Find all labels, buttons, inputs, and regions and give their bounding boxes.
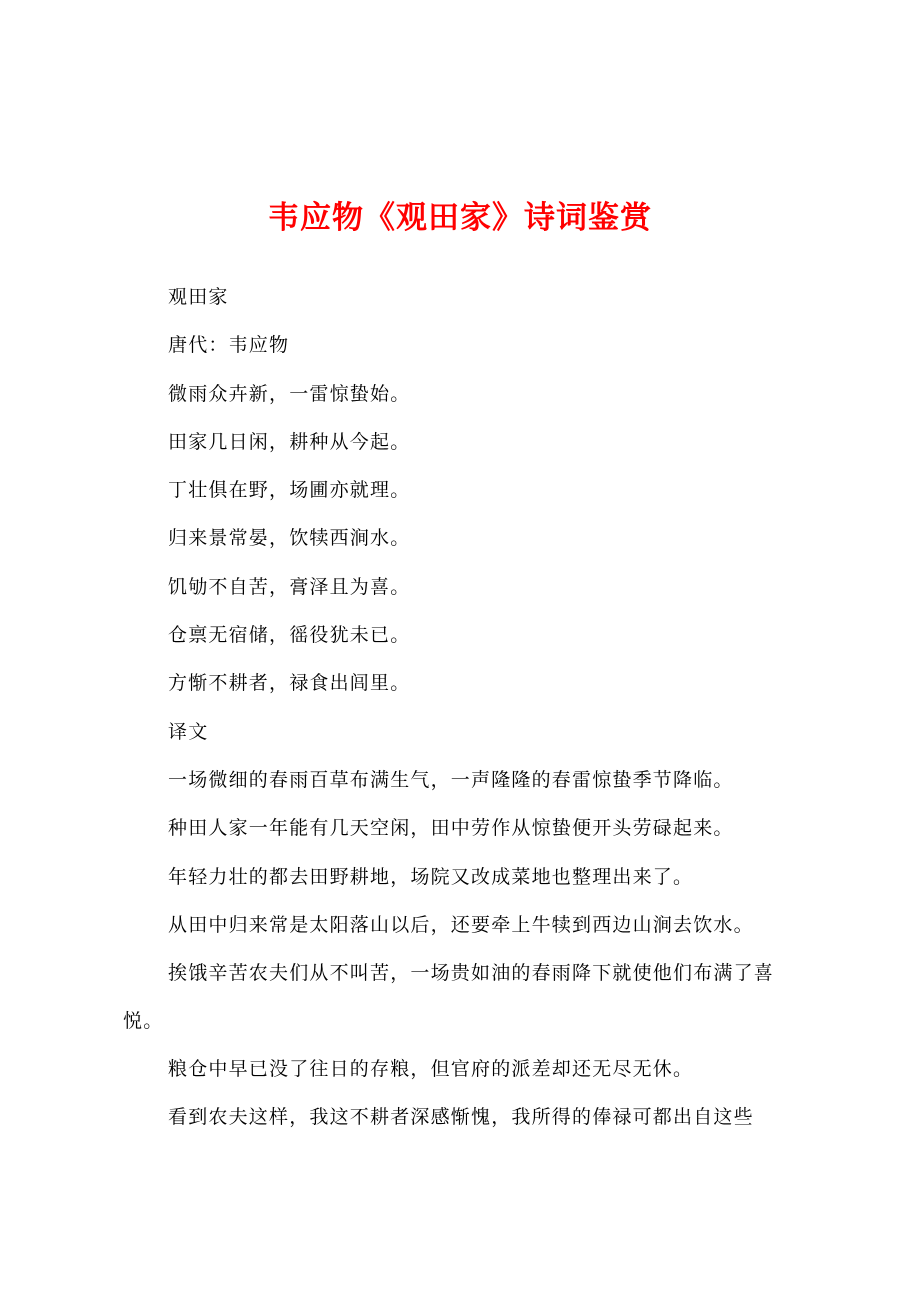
poem-line: 饥劬不自苦，膏泽且为喜。 [168,575,411,598]
translation-paragraph: 从田中归来常是太阳落山以后，还要牵上牛犊到西边山涧去饮水。 [168,913,754,936]
article-body [123,281,798,1150]
poem-line: 仓禀无宿储，徭役犹未已。 [168,624,411,647]
translation-paragraph: 一场微细的春雨百草布满生气，一声隆隆的春雷惊蛰季节降临。 [168,768,734,791]
poem-title: 观田家 [168,286,229,308]
translation-paragraph: 种田人家一年能有几天空闲，田中劳作从惊蛰便开头劳碌起来。 [168,817,734,840]
poem-line: 归来景常晏，饮犊西涧水。 [168,527,411,550]
poem-line: 方惭不耕者，禄食出闾里。 [168,672,411,695]
poem-author: 唐代：韦应物 [168,334,290,357]
translation-paragraph: 挨饿辛苦农夫们从不叫苦，一场贵如油的春雨降下就使他们布满了喜悦。 [123,962,775,1033]
translation-paragraph: 年轻力壮的都去田野耕地，场院又改成菜地也整理出来了。 [168,865,694,888]
poem-line: 微雨众卉新，一雷惊蛰始。 [168,382,411,405]
page-title: 韦应物《观田家》诗词鉴赏 [268,200,652,236]
translation-paragraph: 看到农夫这样，我这不耕者深感惭愧，我所得的俸禄可都出自这些 [168,1106,754,1129]
poem-line: 田家几日闲，耕种从今起。 [168,430,411,453]
translation-paragraph: 粮仓中早已没了往日的存粮，但官府的派差却还无尽无休。 [168,1058,694,1081]
section-heading-translation: 译文 [168,720,209,743]
poem-line: 丁壮俱在野，场圃亦就理。 [168,479,411,502]
